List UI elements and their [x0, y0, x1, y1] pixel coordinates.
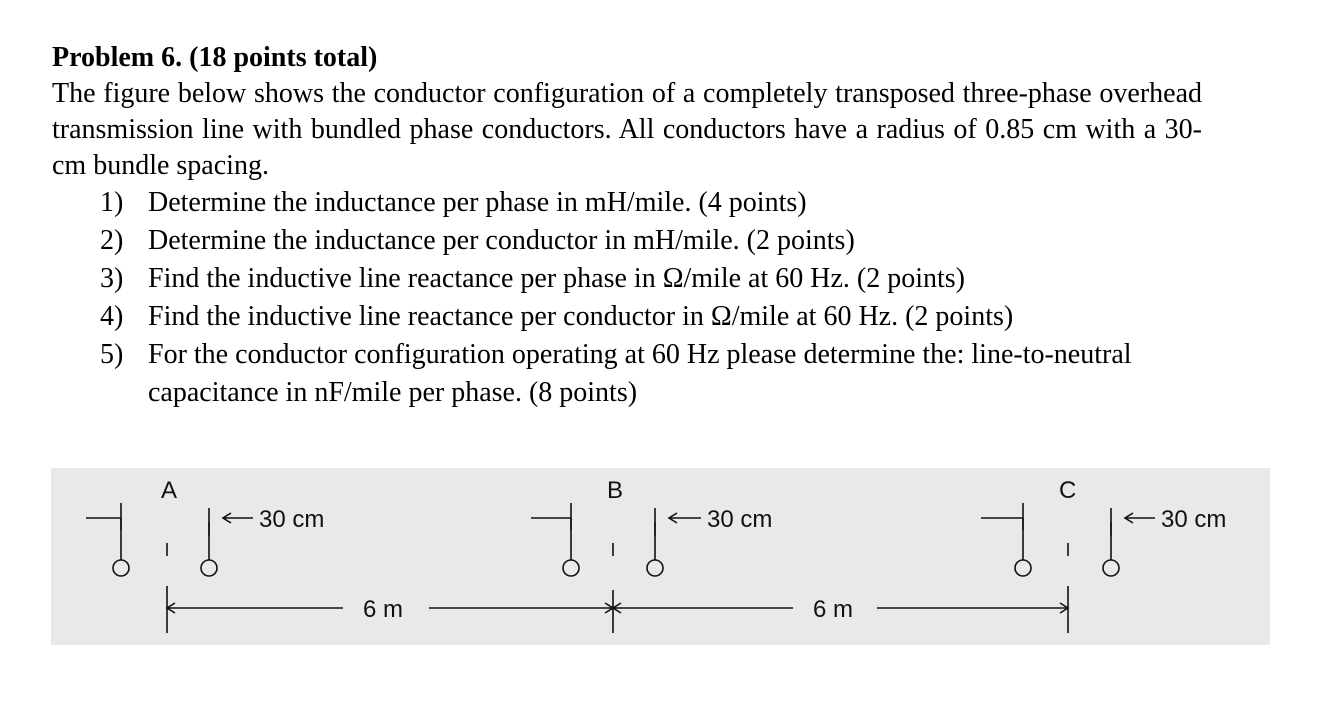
bundle-spacing-label-b: 30 cm	[707, 506, 773, 533]
bundle-spacing-label-c: 30 cm	[1161, 506, 1227, 533]
question-number: 4)	[100, 301, 124, 332]
question-item	[52, 260, 1208, 298]
phase-spacing-label-ab: 6 m	[363, 596, 404, 623]
question-text: Find the inductive line reactance per conductor in Ω/mile at 60 Hz. (2 points)	[148, 301, 1014, 332]
conductor-circle	[1015, 560, 1031, 576]
question-number: 2)	[100, 225, 124, 256]
question-text: For the conductor configuration operating at 60 Hz please determine the: line-to-neutral capacitance in nF/mile per phase. (8 points)	[148, 339, 1132, 408]
conductor-circle	[563, 560, 579, 576]
phase-b-bundle	[531, 503, 701, 576]
question-text: Find the inductive line reactance per phase in Ω/mile at 60 Hz. (2 points)	[148, 263, 966, 294]
conductor-circle	[113, 560, 129, 576]
problem-intro: The figure below shows the conductor configuration of a completely transposed three-phase overhead transmission line with bundled phase conductors. All conductors have a radius of 0.85 cm with a 30-cm bundle spacing.	[52, 78, 1202, 181]
bundle-spacing-label-a: 30 cm	[259, 506, 325, 533]
phase-c-bundle	[981, 503, 1155, 576]
question-text: Determine the inductance per conductor in mH/mile. (2 points)	[148, 225, 855, 256]
question-number: 3)	[100, 263, 124, 294]
conductor-configuration-figure	[51, 468, 1270, 645]
phase-a-bundle	[86, 503, 253, 576]
question-item	[52, 222, 1208, 260]
question-text: Determine the inductance per phase in mH/mile. (4 points)	[148, 187, 807, 218]
phase-a-label: A	[161, 477, 178, 504]
conductor-circle	[201, 560, 217, 576]
conductor-diagram	[51, 468, 1270, 645]
question-number: 5)	[100, 339, 124, 370]
phase-b-label: B	[607, 477, 624, 504]
phase-spacing-label-bc: 6 m	[813, 596, 854, 623]
problem-page	[52, 40, 1272, 412]
question-item	[52, 336, 1208, 412]
problem-title: Problem 6. (18 points total)	[52, 42, 378, 73]
conductor-circle	[647, 560, 663, 576]
question-list	[52, 184, 1272, 412]
question-item	[52, 298, 1208, 336]
conductor-circle	[1103, 560, 1119, 576]
phase-c-label: C	[1059, 477, 1077, 504]
question-number: 1)	[100, 187, 124, 218]
question-item	[52, 184, 1208, 222]
